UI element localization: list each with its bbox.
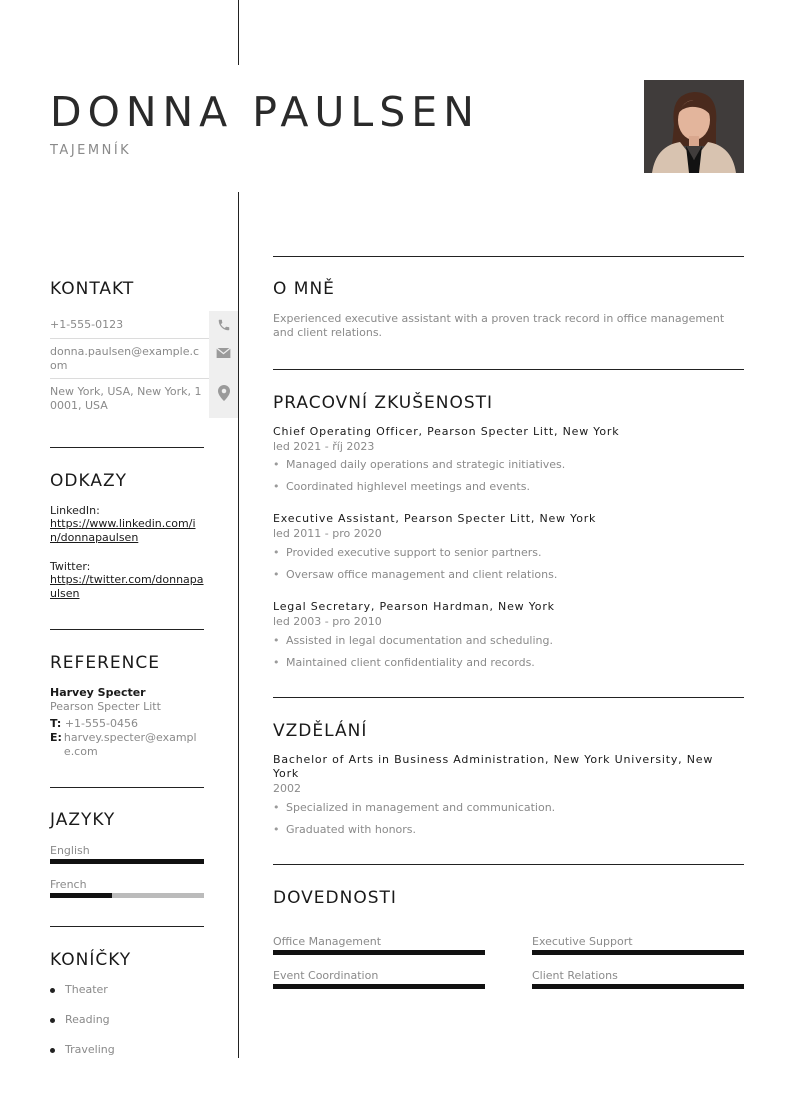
reference-phone xyxy=(50,717,204,731)
experience-heading: PRACOVNÍ ZKUŠENOSTI xyxy=(273,393,494,413)
contact-email[interactable]: donna.paulsen@example.com xyxy=(50,345,200,372)
section-divider xyxy=(50,629,204,630)
reference-phone-value: +1-555-0456 xyxy=(64,717,138,730)
skill-name: Event Coordination xyxy=(273,969,379,982)
section-divider xyxy=(50,787,204,788)
envelope-icon xyxy=(209,340,238,366)
job-dates: led 2011 - pro 2020 xyxy=(273,527,382,540)
section-divider xyxy=(50,926,204,927)
vertical-divider-top xyxy=(238,0,239,65)
section-divider xyxy=(273,697,744,698)
bullet-dot xyxy=(50,1048,55,1053)
references-heading: REFERENCE xyxy=(50,653,160,673)
reference-phone-label: T: xyxy=(50,717,62,730)
contact-phone: +1-555-0123 xyxy=(50,318,124,331)
skills-heading: DOVEDNOSTI xyxy=(273,888,397,908)
education-year: 2002 xyxy=(273,782,301,795)
job-dates: led 2021 - říj 2023 xyxy=(273,440,375,453)
resume-name: DONNA PAULSEN xyxy=(50,88,480,136)
twitter-link[interactable]: https://twitter.com/donnapaulsen xyxy=(50,573,204,600)
education-bullet: • Graduated with honors. xyxy=(273,823,417,836)
reference-company: Pearson Specter Litt xyxy=(50,700,161,713)
bullet-dot xyxy=(50,988,55,993)
hobbies-heading: KONÍČKY xyxy=(50,950,132,970)
languages-heading: JAZYKY xyxy=(50,810,116,830)
job-dates: led 2003 - pro 2010 xyxy=(273,615,382,628)
skill-level-bar xyxy=(273,984,485,989)
skill-name: Executive Support xyxy=(532,935,633,948)
skill-level-bar xyxy=(532,984,744,989)
education-title: Bachelor of Arts in Business Administration, New York University, New York xyxy=(273,753,714,780)
contact-divider xyxy=(50,338,209,339)
job-bullet: • Provided executive support to senior partners. xyxy=(273,546,542,559)
links-heading: ODKAZY xyxy=(50,471,127,491)
job-bullet: • Managed daily operations and strategic initiatives. xyxy=(273,458,566,471)
reference-email-value[interactable]: harvey.specter@example.com xyxy=(63,731,197,758)
twitter-label: Twitter: xyxy=(50,560,91,573)
section-divider xyxy=(273,864,744,865)
reference-name: Harvey Specter xyxy=(50,686,146,699)
bullet-dot xyxy=(50,1018,55,1023)
phone-icon xyxy=(209,312,238,338)
job-bullet: • Oversaw office management and client relations. xyxy=(273,568,558,581)
hobby-item: Traveling xyxy=(65,1043,115,1056)
vertical-divider-main xyxy=(238,192,239,1058)
job-title: Chief Operating Officer, Pearson Specter Litt, New York xyxy=(273,425,620,438)
about-heading: O MNĚ xyxy=(273,279,335,299)
language-level-bar xyxy=(50,893,204,898)
contact-divider xyxy=(50,378,209,379)
job-title: Executive Assistant, Pearson Specter Litt, New York xyxy=(273,512,597,525)
job-bullet: • Assisted in legal documentation and scheduling. xyxy=(273,634,553,647)
language-level-fill xyxy=(50,893,112,898)
skill-level-bar xyxy=(273,950,485,955)
contact-address: New York, USA, New York, 10001, USA xyxy=(50,385,202,412)
map-pin-icon xyxy=(209,380,238,406)
resume-job-title: TAJEMNÍK xyxy=(50,143,132,158)
contact-heading: KONTAKT xyxy=(50,279,135,299)
language-name: English xyxy=(50,844,90,857)
section-divider xyxy=(50,447,204,448)
linkedin-link[interactable]: https://www.linkedin.com/in/donnapaulsen xyxy=(50,517,196,544)
skill-level-bar xyxy=(532,950,744,955)
skill-name: Office Management xyxy=(273,935,382,948)
section-divider xyxy=(273,369,744,370)
reference-email-label: E: xyxy=(50,731,62,744)
skill-name: Client Relations xyxy=(532,969,618,982)
language-level-fill xyxy=(50,859,204,864)
language-level-bar xyxy=(50,859,204,864)
education-bullet: • Specialized in management and communication. xyxy=(273,801,556,814)
education-heading: VZDĚLÁNÍ xyxy=(273,721,368,741)
linkedin-label: LinkedIn: xyxy=(50,504,100,517)
section-divider xyxy=(273,256,744,257)
about-text: Experienced executive assistant with a proven track record in office management and client relations. xyxy=(273,312,725,339)
profile-photo xyxy=(644,80,744,173)
job-bullet: • Maintained client confidentiality and records. xyxy=(273,656,535,669)
reference-email xyxy=(50,731,204,759)
job-bullet: • Coordinated highlevel meetings and events. xyxy=(273,480,530,493)
job-title: Legal Secretary, Pearson Hardman, New York xyxy=(273,600,555,613)
language-name: French xyxy=(50,878,87,891)
hobby-item: Reading xyxy=(65,1013,110,1026)
hobby-item: Theater xyxy=(65,983,108,996)
